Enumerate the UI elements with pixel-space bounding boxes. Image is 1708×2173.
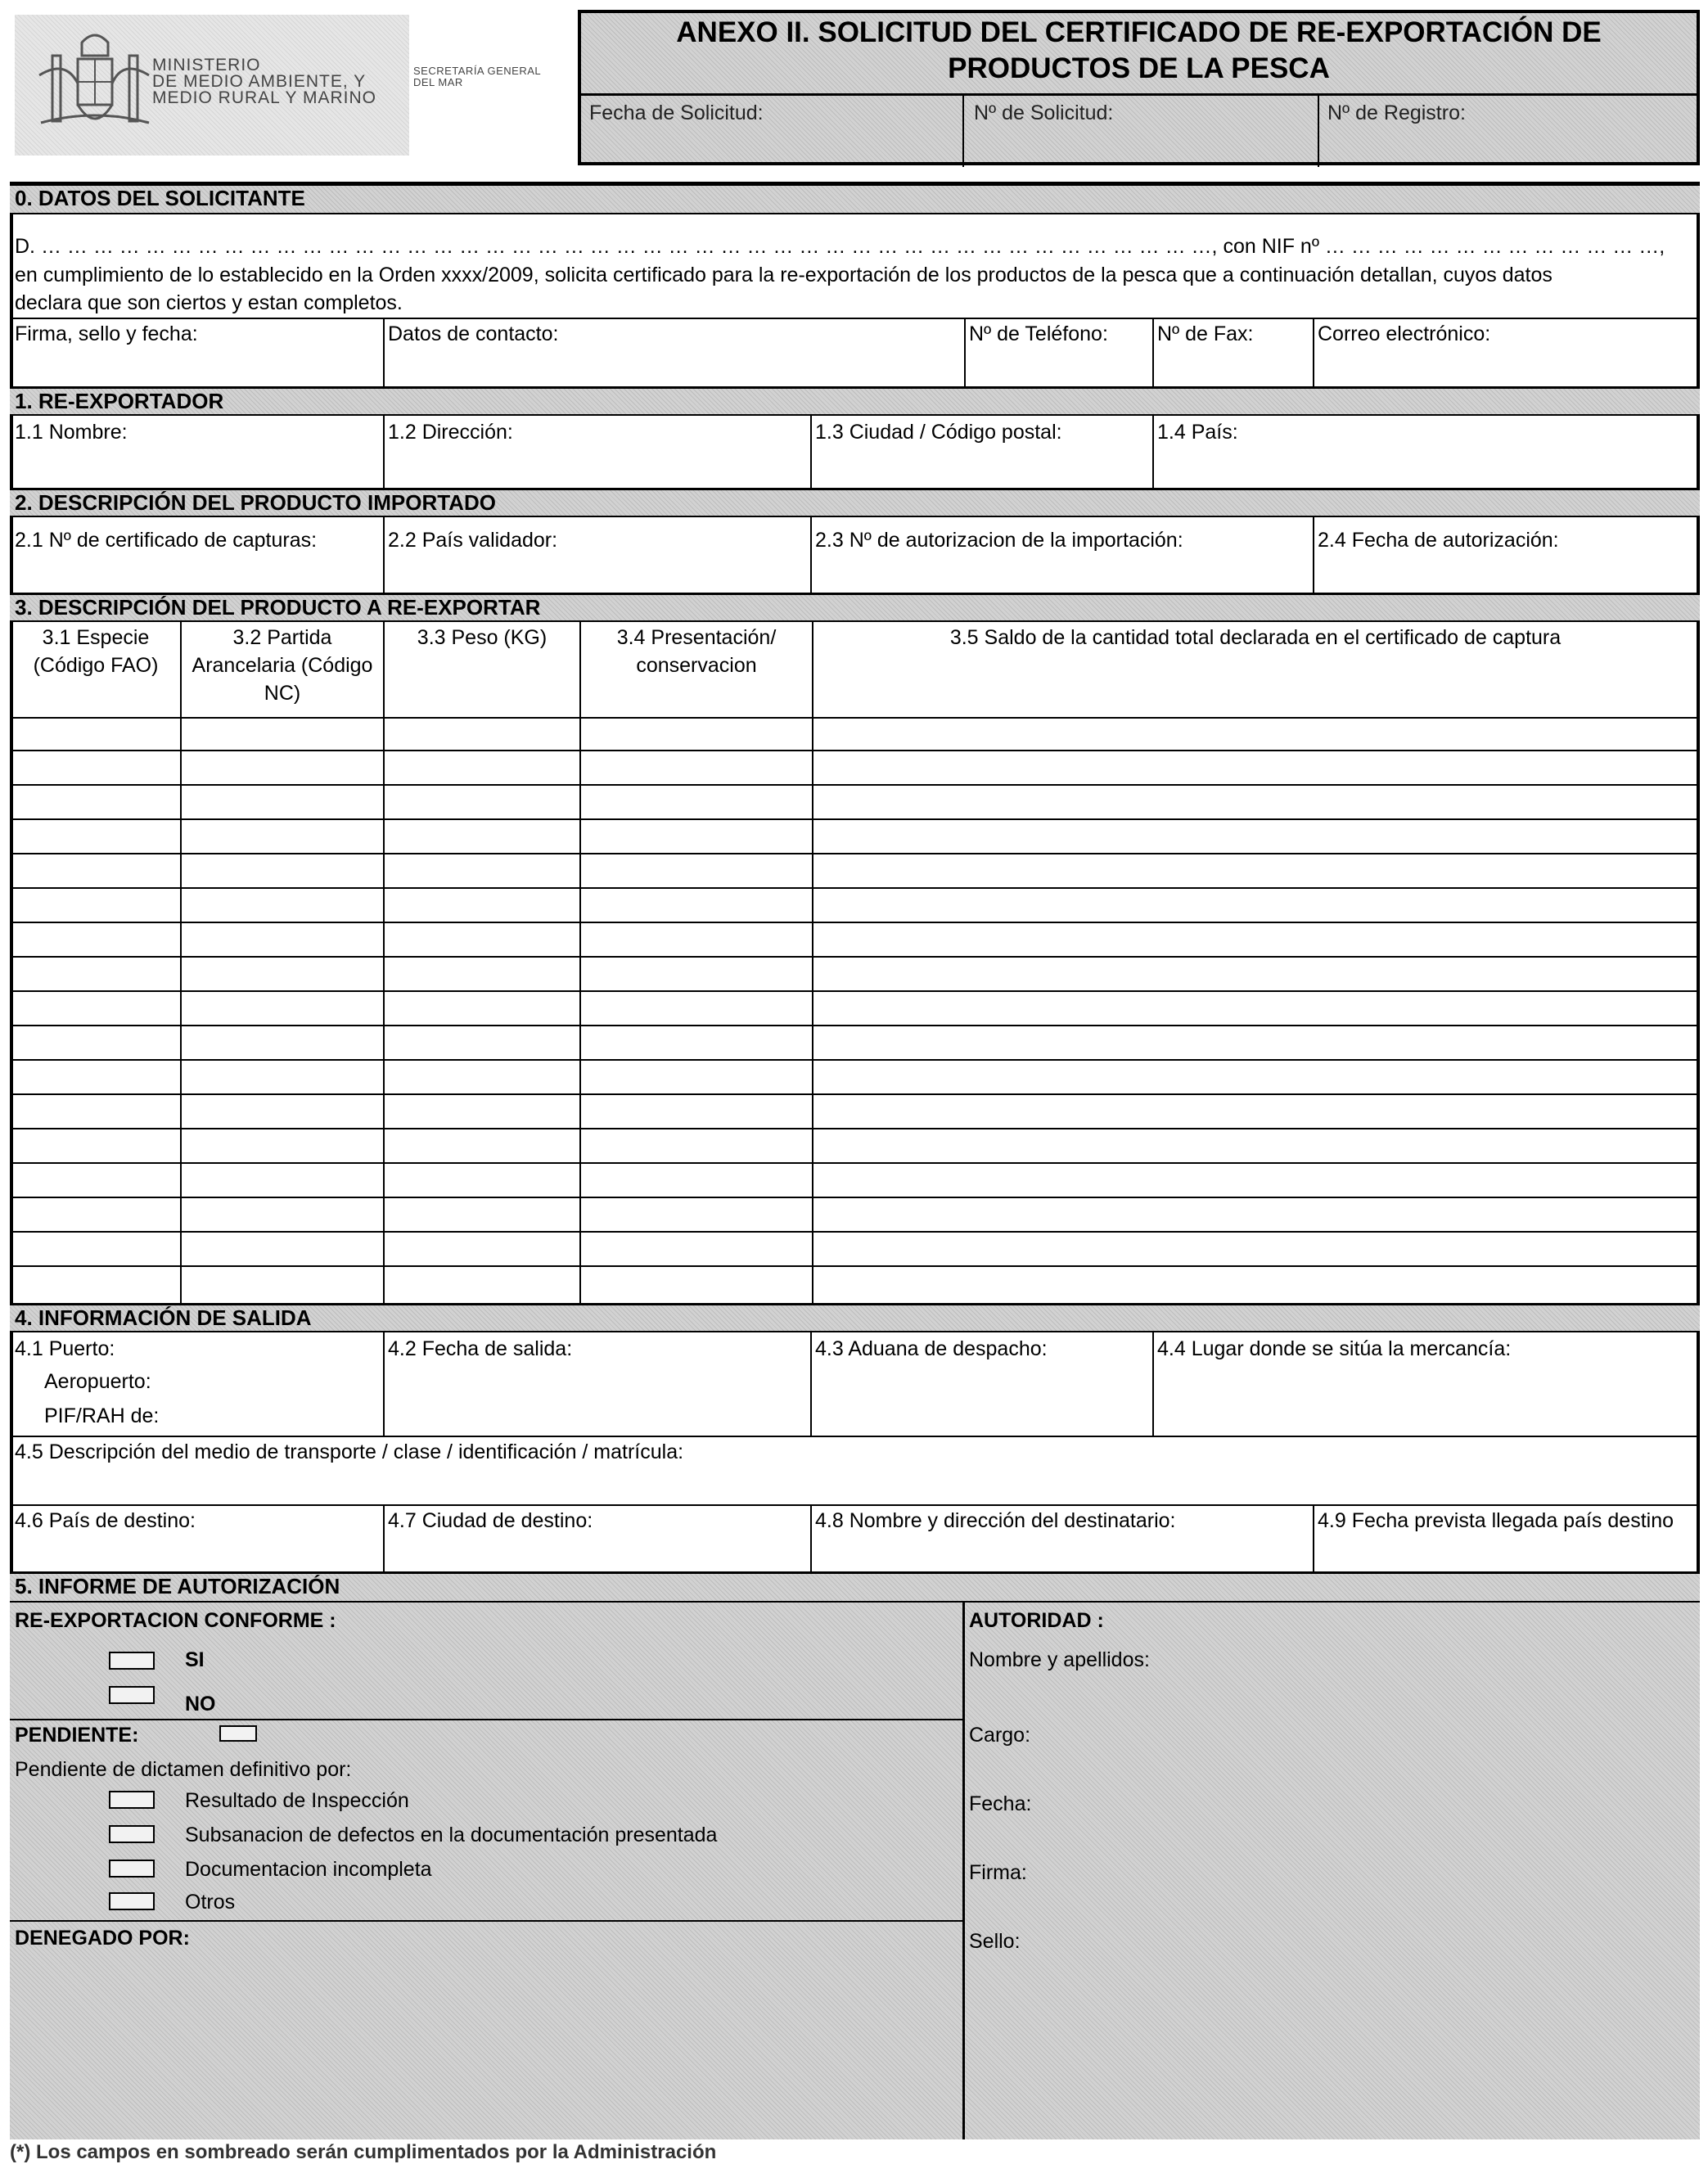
telefono-field[interactable]: Nº de Teléfono: (969, 322, 1108, 345)
aeropuerto-field[interactable]: Aeropuerto: (44, 1370, 151, 1393)
lugar-mercancia-field[interactable]: 4.4 Lugar donde se sitúa la mercancía: (1157, 1337, 1512, 1360)
otros-checkbox[interactable] (109, 1892, 155, 1910)
ministry-logo-block (15, 15, 409, 156)
si-checkbox[interactable] (109, 1652, 155, 1670)
denegado-label: DENEGADO POR: (15, 1927, 190, 1950)
datos-contacto-field[interactable]: Datos de contacto: (388, 322, 559, 345)
col-header-presentacion: 3.4 Presentación/ conservacion (616, 626, 777, 677)
applicant-declaration-text: declara que son ciertos y estan completos. (15, 291, 403, 314)
autoridad-fecha-field[interactable]: Fecha: (969, 1792, 1032, 1815)
si-label: SI (185, 1648, 205, 1671)
documentacion-incompleta-checkbox[interactable] (109, 1860, 155, 1878)
col-header-peso: 3.3 Peso (KG) (417, 626, 548, 649)
num-registro-label: Nº de Registro: (1327, 101, 1466, 124)
fecha-salida-field[interactable]: 4.2 Fecha de salida: (388, 1337, 573, 1360)
num-solicitud-label: Nº de Solicitud: (974, 101, 1114, 124)
aduana-despacho-field[interactable]: 4.3 Aduana de despacho: (815, 1337, 1048, 1360)
section-4-header: 4. INFORMACIÓN DE SALIDA (10, 1303, 1700, 1332)
footer-note: (*) Los campos en sombreado serán cumplimentados por la Administración (10, 2141, 717, 2163)
pais-validador-field[interactable]: 2.2 País validador: (388, 529, 558, 552)
form-title: ANEXO II. SOLICITUD DEL CERTIFICADO DE RE-EXPORTACIÓN DE PRODUCTOS DE LA PESCA (676, 16, 1602, 84)
section-3-header: 3. DESCRIPCIÓN DEL PRODUCTO A RE-EXPORTAR (10, 593, 1700, 622)
medio-transporte-field[interactable]: 4.5 Descripción del medio de transporte / clase / identificación / matrícula: (15, 1440, 684, 1463)
no-label: NO (185, 1693, 216, 1715)
autoridad-cargo-field[interactable]: Cargo: (969, 1724, 1031, 1747)
autoridad-nombre-field[interactable]: Nombre y apellidos: (969, 1648, 1150, 1671)
section-5-area (10, 1571, 1700, 2139)
col-header-especie: 3.1 Especie (Código FAO) (33, 626, 159, 677)
documentacion-incompleta-label: Documentacion incompleta (185, 1858, 432, 1881)
subsanacion-checkbox[interactable] (109, 1825, 155, 1843)
correo-field[interactable]: Correo electrónico: (1318, 322, 1491, 345)
destinatario-field[interactable]: 4.8 Nombre y dirección del destinatario: (815, 1509, 1176, 1532)
autoridad-label: AUTORIDAD : (969, 1609, 1104, 1632)
resultado-inspeccion-checkbox[interactable] (109, 1791, 155, 1809)
otros-label: Otros (185, 1891, 236, 1914)
ministry-name-line: MEDIO RURAL Y MARINO (152, 88, 376, 107)
re-exportador-ciudad-field[interactable]: 1.3 Ciudad / Código postal: (815, 421, 1062, 444)
ciudad-destino-field[interactable]: 4.7 Ciudad de destino: (388, 1509, 593, 1532)
subsanacion-label: Subsanacion de defectos en la documentación presentada (185, 1824, 718, 1846)
col-header-saldo: 3.5 Saldo de la cantidad total declarada en el certificado de captura (949, 626, 1562, 649)
ministry-name-line: DE MEDIO AMBIENTE, Y (152, 72, 367, 91)
resultado-inspeccion-label: Resultado de Inspección (185, 1789, 409, 1812)
autoridad-sello-field[interactable]: Sello: (969, 1930, 1021, 1953)
ministry-name-line: MINISTERIO (152, 56, 261, 74)
pendiente-checkbox[interactable] (219, 1725, 257, 1742)
re-exportador-direccion-field[interactable]: 1.2 Dirección: (388, 421, 513, 444)
col-header-partida: 3.2 Partida Arancelaria (Código NC) (192, 626, 373, 705)
firma-sello-fecha-field[interactable]: Firma, sello y fecha: (15, 322, 198, 345)
applicant-declaration-text: en cumplimiento de lo establecido en la Orden xxxx/2009, solicita certificado para la re-exportación de los productos de la pesca que a continuación detallan, cuyos datos (15, 264, 1553, 286)
certificado-capturas-field[interactable]: 2.1 Nº de certificado de capturas: (15, 529, 318, 552)
section-2-header: 2. DESCRIPCIÓN DEL PRODUCTO IMPORTADO (10, 488, 1700, 517)
coat-of-arms-icon (33, 26, 155, 145)
puerto-field[interactable]: 4.1 Puerto: (15, 1337, 115, 1360)
fecha-autorizacion-field[interactable]: 2.4 Fecha de autorización: (1318, 529, 1559, 552)
secretaria-line: SECRETARÍA GENERAL (413, 65, 542, 77)
conforme-label: RE-EXPORTACION CONFORME : (15, 1609, 336, 1632)
pendiente-label: PENDIENTE: (15, 1724, 139, 1747)
fecha-llegada-field[interactable]: 4.9 Fecha prevista llegada país destino (1318, 1509, 1674, 1532)
section-1-header: 1. RE-EXPORTADOR (10, 386, 1700, 416)
title-box (578, 10, 1700, 165)
fecha-solicitud-label: Fecha de Solicitud: (589, 101, 764, 124)
pendiente-dictamen-text: Pendiente de dictamen definitivo por: (15, 1758, 352, 1781)
re-exportador-nombre-field[interactable]: 1.1 Nombre: (15, 421, 128, 444)
autoridad-firma-field[interactable]: Firma: (969, 1861, 1027, 1884)
re-exportador-pais-field[interactable]: 1.4 País: (1157, 421, 1238, 444)
no-checkbox[interactable] (109, 1686, 155, 1704)
pais-destino-field[interactable]: 4.6 País de destino: (15, 1509, 196, 1532)
pif-rah-field[interactable]: PIF/RAH de: (44, 1404, 160, 1427)
autorizacion-importacion-field[interactable]: 2.3 Nº de autorizacion de la importación: (815, 529, 1183, 552)
section-0-header: 0. DATOS DEL SOLICITANTE (10, 183, 1700, 214)
section-5-header: 5. INFORME DE AUTORIZACIÓN (10, 1571, 1700, 1603)
applicant-declaration-line: D. … … … … … … … … … … … … … … … … … … … … … … … … … … … … … … … … … … … … … … … … … … … … …, con NIF nº … … … … … … … … … … … … …, (15, 235, 1665, 258)
fax-field[interactable]: Nº de Fax: (1157, 322, 1254, 345)
secretaria-line: DEL MAR (413, 76, 463, 88)
